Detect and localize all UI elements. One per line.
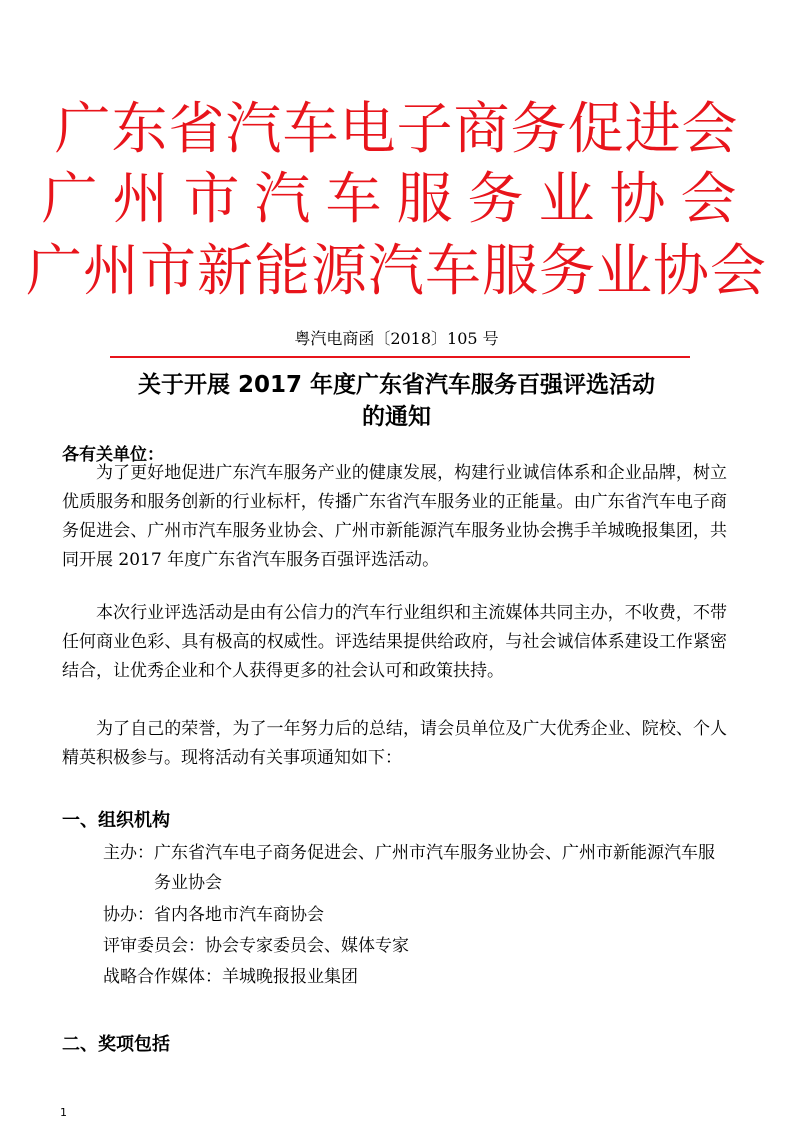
- issuer-name-1: 广东省汽车电子商务促进会: [54, 97, 739, 162]
- notice-title-line-2: 的通知: [362, 404, 431, 430]
- host-value: 广东省汽车电子商务促进会、广州市汽车服务业协会、广州市新能源汽车服务业协会: [154, 843, 715, 893]
- host-label: 主办：: [103, 843, 154, 863]
- body-paragraph: 为了更好地促进广东汽车服务产业的健康发展，构建行业诚信体系和企业品牌，树立优质服务和服务创新的行业标杆，传播广东省汽车服务业的正能量。由广东省汽车电子商务促进会、广州市汽车服务业协会、广州市新能源汽车服务业协会携手羊城晚报集团，共同开展 2017 年度广东省汽车服务百强评选活动。: [62, 463, 727, 570]
- media-partner-line: 战略合作媒体：羊城晚报报业集团: [103, 967, 358, 987]
- salutation: 各有关单位：: [62, 445, 164, 465]
- jury-line: 评审委员会：协会专家委员会、媒体专家: [103, 936, 409, 956]
- notice-title-line-1: 关于开展 2017 年度广东省汽车服务百强评选活动: [137, 372, 656, 398]
- page-number: 1: [60, 1106, 67, 1119]
- document-number: 粤汽电商函〔2018〕105 号: [294, 329, 499, 348]
- co-host-line: 协办：省内各地市汽车商协会: [103, 905, 324, 925]
- host-line: [103, 838, 723, 898]
- issuer-name-3: 广州市新能源汽车服务业协会: [26, 239, 767, 304]
- issuer-name-2: 广州市汽车服务业协会: [41, 167, 752, 232]
- section-heading-organization: 一、组织机构: [62, 810, 170, 831]
- body-paragraph: 为了自己的荣誉，为了一年努力后的总结，请会员单位及广大优秀企业、院校、个人精英积极参与。现将活动有关事项通知如下：: [62, 719, 727, 768]
- section-heading-awards: 二、奖项包括: [62, 1034, 170, 1055]
- body-paragraph: 本次行业评选活动是由有公信力的汽车行业组织和主流媒体共同主办，不收费，不带任何商业色彩、具有极高的权威性。评选结果提供给政府，与社会诚信体系建设工作紧密结合，让优秀企业和个人获得更多的社会认可和政策扶持。: [62, 603, 727, 681]
- red-divider: [110, 356, 690, 358]
